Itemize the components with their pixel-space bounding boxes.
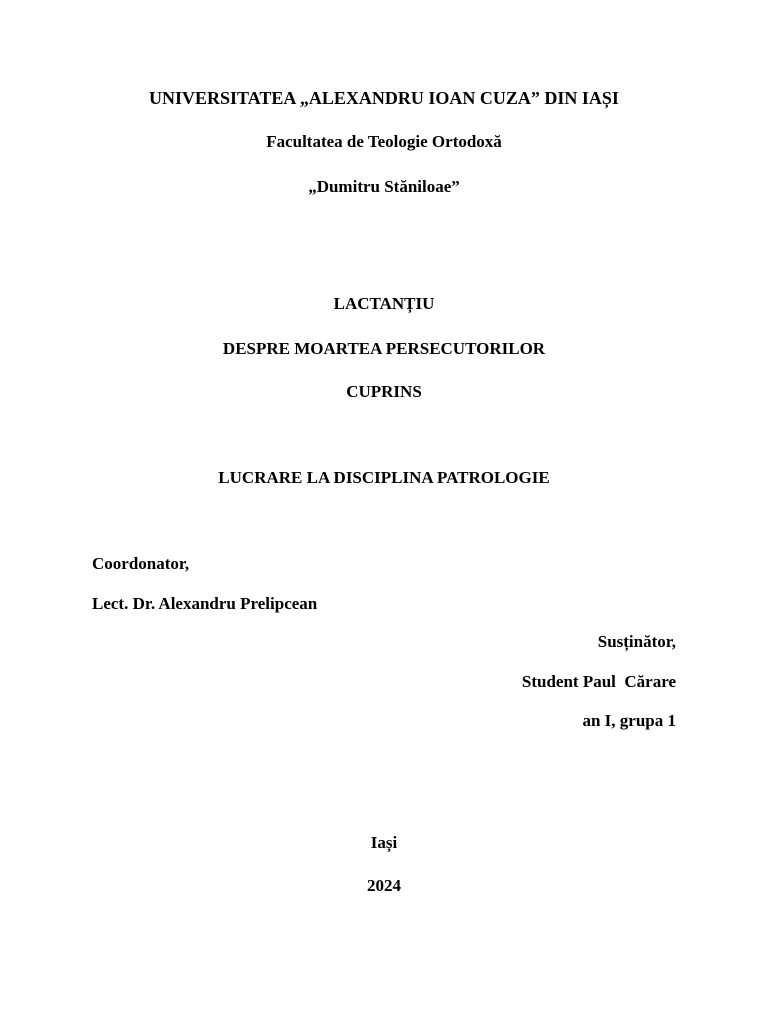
year: 2024: [367, 876, 401, 895]
coordinator-label: Coordonator,: [92, 554, 190, 573]
faculty-patron: „Dumitru Stăniloae”: [308, 177, 460, 196]
university-name: UNIVERSITATEA „ALEXANDRU IOAN CUZA” DIN IAȘI: [149, 88, 619, 108]
city: Iași: [370, 833, 398, 852]
presenter-group: an I, grupa 1: [582, 711, 676, 730]
faculty-name: Facultatea de Teologie Ortodoxă: [266, 132, 502, 151]
work-title: DESPRE MOARTEA PERSECUTORILOR: [222, 339, 546, 358]
presenter-name: Student Paul Cărare: [521, 672, 676, 691]
section-title: CUPRINS: [346, 382, 422, 401]
author-title: LACTANȚIU: [333, 294, 435, 313]
presenter-label: Susținător,: [597, 632, 676, 651]
coordinator-name: Lect. Dr. Alexandru Prelipcean: [92, 594, 318, 613]
paper-type: LUCRARE LA DISCIPLINA PATROLOGIE: [218, 468, 550, 487]
